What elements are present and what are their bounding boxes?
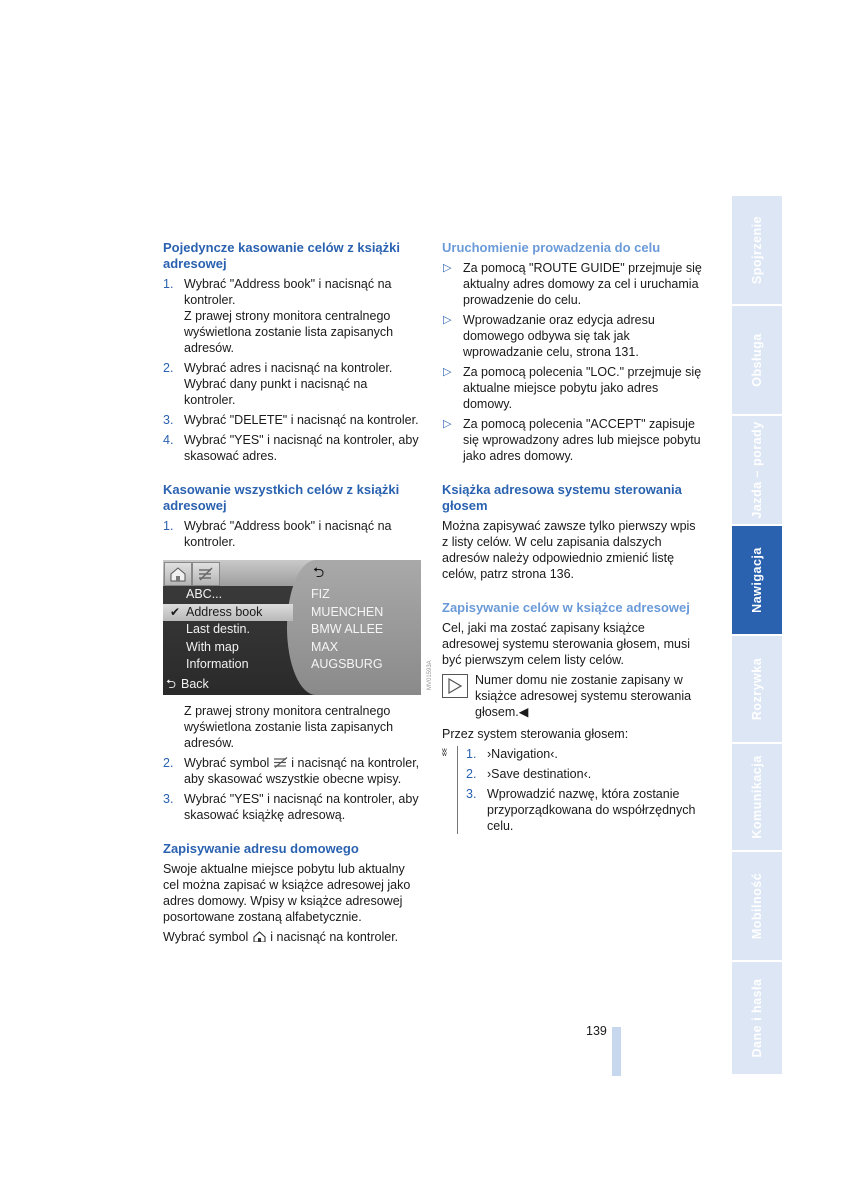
list-item <box>466 746 704 762</box>
tab-label: Jazda – porady <box>750 421 764 519</box>
voice-steps <box>466 746 704 834</box>
paragraph: Cel, jaki ma zostać zapisany książce adresowej systemu sterowania głosem, musi być pierwszym celem listy celów. <box>442 621 691 667</box>
menu-item: Information <box>186 657 249 671</box>
list-item <box>163 412 421 428</box>
paragraph-post: i nacisnąć na kontroler. <box>270 930 399 944</box>
list-item <box>163 276 421 356</box>
idrive-screen-image <box>163 560 421 695</box>
home-icon <box>252 931 267 942</box>
step-number: 3. <box>163 792 174 806</box>
paragraph: Można zapisywać zawsze tylko pierwszy wpis z listy celów. W celu zapisania dalszych adresów należy odpowiednio zmienić listę celów, patrz strona 136. <box>442 519 696 581</box>
tab-mobilnosc[interactable] <box>732 852 782 960</box>
back-label: Back <box>181 677 209 691</box>
address-item: MAX <box>311 639 339 654</box>
home-tab-icon <box>164 562 192 586</box>
step-number: 3. <box>466 787 477 801</box>
step-text-pre: Wybrać symbol <box>184 756 270 770</box>
delete-list-tab-icon <box>192 562 220 586</box>
back-icon: ⮌ <box>166 677 177 691</box>
item-text: Za pomocą polecenia "ACCEPT" zapisuje się wprowadzony adres lub miejsce pobytu jako adres domowy. <box>463 417 701 463</box>
end-mark-icon: ◀ <box>518 705 529 719</box>
list-item <box>163 703 421 751</box>
step-text: Wybrać "DELETE" i nacisnąć na kontroler. <box>184 413 419 427</box>
tab-label: Spojrzenie <box>750 215 764 285</box>
bullet-list <box>442 260 704 464</box>
delete-list-icon <box>273 757 288 768</box>
list-item <box>163 791 421 823</box>
tab-nawigacja[interactable] <box>732 526 782 634</box>
tab-label: Dane i hasła <box>750 978 764 1058</box>
voice-bar <box>457 746 458 834</box>
address-item: MUENCHEN <box>311 604 384 619</box>
voice-command-icon: ʬ <box>442 748 447 759</box>
triangle-bullet-icon: ▷ <box>443 366 452 378</box>
step-number: 2. <box>163 361 174 375</box>
tab-jazda-porady[interactable] <box>732 416 782 524</box>
tab-label: Nawigacja <box>750 547 764 613</box>
list-item <box>163 518 421 550</box>
page-number: 139 <box>586 1024 607 1038</box>
tab-dane-i-hasla[interactable] <box>732 962 782 1074</box>
section-title-save-destinations: Zapisywanie celów w książce adresowej <box>442 600 690 615</box>
image-code-text: MV01593A <box>427 660 433 690</box>
item-text: Wprowadzanie oraz edycja adresu domowego odbywa się tak jak wprowadzanie celu, strona 131. <box>463 313 655 359</box>
triangle-bullet-icon: ▷ <box>443 418 452 430</box>
list-item <box>163 360 421 408</box>
tab-label: Komunikacja <box>750 755 764 839</box>
tab-label: Rozrywka <box>750 657 764 721</box>
paragraph: Przez system sterowania głosem: <box>442 727 629 741</box>
step-number: 2. <box>163 756 174 770</box>
triangle-bullet-icon: ▷ <box>443 262 452 274</box>
step-number: 1. <box>163 519 174 533</box>
tab-spojrzenie[interactable] <box>732 196 782 304</box>
page-marker-bar <box>612 1027 621 1076</box>
list-item <box>163 432 421 464</box>
triangle-bullet-icon: ▷ <box>443 314 452 326</box>
item-text: Za pomocą "ROUTE GUIDE" przejmuje się aktualny adres domowy za cel i uruchamia prowadzenie do celu. <box>463 261 702 307</box>
list-item <box>442 260 704 308</box>
step-text: Wprowadzić nazwę, która zostanie przyporządkowana do współrzędnych celu. <box>487 787 696 833</box>
step-number: 4. <box>163 433 174 447</box>
list-item <box>442 416 704 464</box>
note-icon <box>442 674 468 698</box>
step-text: Wybrać adres i nacisnąć na kontroler. Wybrać dany punkt i nacisnąć na kontroler. <box>184 361 393 407</box>
step-text: Wybrać "YES" i nacisnąć na kontroler, aby skasować adres. <box>184 433 419 463</box>
section-title-start-guidance: Uruchomienie prowadzenia do celu <box>442 240 661 255</box>
step-text: ›Navigation‹. <box>487 747 558 761</box>
note-text: Numer domu nie zostanie zapisany w książce adresowej systemu sterowania głosem. <box>475 673 692 719</box>
tab-rozrywka[interactable] <box>732 636 782 742</box>
image-code-label <box>424 650 434 690</box>
step-text-post: i nacisnąć na kontroler, aby skasować wszystkie obecne wpisy. <box>184 756 420 786</box>
left-column <box>163 240 421 949</box>
section-title-voice-address-book: Książka adresowa systemu sterowania głosem <box>442 482 682 513</box>
steps-delete-single <box>163 276 421 464</box>
section-title-home-address: Zapisywanie adresu domowego <box>163 841 359 856</box>
tab-label: Obsługa <box>750 333 764 387</box>
menu-item-label: Address book <box>186 604 263 619</box>
step-text: ›Save destination‹. <box>487 767 592 781</box>
section-title-delete-all: Kasowanie wszystkich celów z książki adresowej <box>163 482 400 513</box>
note <box>442 672 704 720</box>
address-item: AUGSBURG <box>311 657 383 671</box>
address-item: FIZ <box>311 587 330 601</box>
tab-obsluga[interactable] <box>732 306 782 414</box>
paragraph <box>163 929 421 945</box>
steps-delete-all-cont <box>163 703 421 823</box>
step-subtext: Z prawej strony monitora centralnego wyświetlona zostanie lista zapisanych adresów. <box>184 704 394 750</box>
step-number: 2. <box>466 767 477 781</box>
menu-item: With map <box>186 639 239 654</box>
list-item <box>466 766 704 782</box>
step-number: 1. <box>163 277 174 291</box>
step-text: Wybrać "Address book" i nacisnąć na kontroler. <box>184 519 392 549</box>
list-item <box>442 312 704 360</box>
screen-back <box>166 676 209 692</box>
back-arrow-icon: ⮌ <box>313 564 325 580</box>
tab-label: Mobilność <box>750 872 764 940</box>
check-icon: ✔ <box>170 604 181 619</box>
screen-address-list <box>311 586 383 674</box>
step-text: Wybrać "YES" i nacisnąć na kontroler, aby skasować książkę adresową. <box>184 792 419 822</box>
voice-commands <box>442 746 704 834</box>
step-subtext: Z prawej strony monitora centralnego wyświetlona zostanie lista zapisanych adresów. <box>184 309 394 355</box>
paragraph-pre: Wybrać symbol <box>163 930 249 944</box>
step-number: 3. <box>163 413 174 427</box>
menu-item: ABC... <box>186 587 223 601</box>
paragraph: Swoje aktualne miejsce pobytu lub aktualny cel można zapisać w książce adresowej jako adres domowy. Wpisy w książce adresowej posortowane zostaną alfabetycznie. <box>163 862 411 924</box>
address-item: BMW ALLEE <box>311 622 384 636</box>
list-item <box>466 786 704 834</box>
item-text: Za pomocą polecenia "LOC." przejmuje się aktualne miejsce pobytu jako adres domowy. <box>463 365 702 411</box>
right-column <box>442 240 704 838</box>
steps-delete-all <box>163 518 421 550</box>
list-item <box>163 755 421 787</box>
screen-menu <box>163 586 293 674</box>
list-item <box>442 364 704 412</box>
section-title-delete-single: Pojedyncze kasowanie celów z książki adresowej <box>163 240 400 271</box>
step-text: Wybrać "Address book" i nacisnąć na kontroler. <box>184 277 392 307</box>
menu-item-selected <box>163 604 293 622</box>
step-number: 1. <box>466 747 477 761</box>
menu-item: Last destin. <box>186 622 250 636</box>
tab-komunikacja[interactable] <box>732 744 782 850</box>
